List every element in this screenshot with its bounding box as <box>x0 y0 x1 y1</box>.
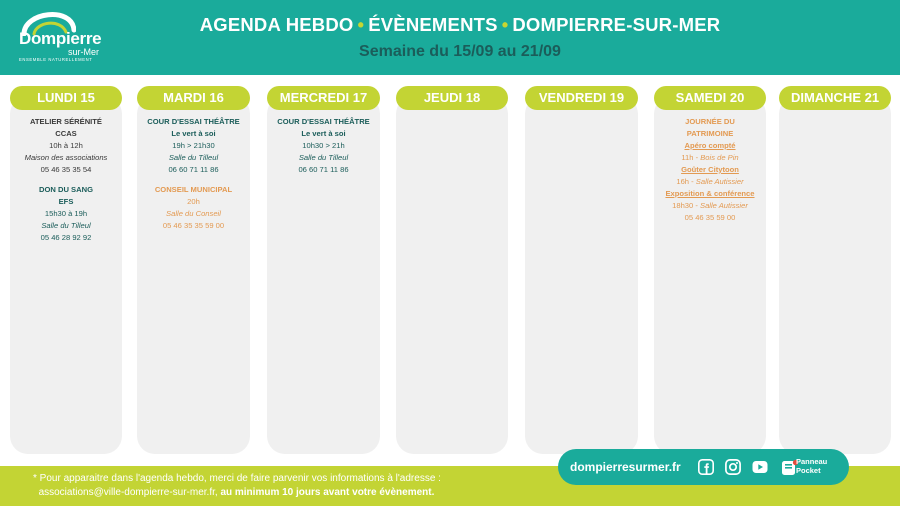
submission-note <box>33 472 553 499</box>
sub-event-exposition[interactable]: Exposition & conférence <box>665 189 755 198</box>
note-email[interactable]: associations@ville-dompierre-sur-mer.fr, <box>38 486 218 498</box>
day-column-jeudi <box>396 86 508 454</box>
sub-event-apero[interactable]: Apéro compté <box>684 141 736 150</box>
event-time: 15h30 à 19h <box>44 209 88 218</box>
day-header-jeudi: JEUDI 18 <box>396 86 508 110</box>
sub-event-gouter[interactable]: Goûter Citytoon <box>681 165 739 174</box>
event-location: Salle du Conseil <box>166 209 221 218</box>
logo-tagline: ENSEMBLE NATURELLEMENT <box>19 57 93 62</box>
sub-event-time-location <box>656 176 764 188</box>
logo-sub: sur-Mer <box>68 47 99 57</box>
sub-event-time-location <box>656 200 764 212</box>
sub-event-location: Bois de Pin <box>700 153 739 162</box>
event-cour-essai-theatre[interactable] <box>269 116 378 176</box>
day-column-background <box>525 96 638 454</box>
event-phone: 05 46 35 35 54 <box>40 165 92 174</box>
title-part-town: DOMPIERRE-SUR-MER <box>512 14 721 35</box>
day-header-mardi: MARDI 16 <box>137 86 250 110</box>
event-time: 20h <box>187 197 200 206</box>
note-deadline: au minimum 10 jours avant votre évènement. <box>220 486 435 498</box>
event-phone: 05 46 28 92 92 <box>40 233 92 242</box>
event-phone: 06 60 71 11 86 <box>168 165 219 174</box>
event-location: Salle du Tilleul <box>41 221 91 230</box>
event-title: JOURNÉE DU <box>685 117 735 126</box>
event-organizer: Le vert à soi <box>301 129 346 138</box>
event-title: DON DU SANG <box>38 185 93 194</box>
event-phone: 06 60 71 11 86 <box>298 165 349 174</box>
logo[interactable] <box>14 6 114 66</box>
sub-event-location: Salle Autissier <box>700 201 748 210</box>
panneau-pocket-line2: Pocket <box>796 466 821 475</box>
title-part-agenda: AGENDA HEBDO <box>199 14 354 35</box>
event-title: COUR D'ESSAI THÉÂTRE <box>277 117 370 126</box>
instagram-icon[interactable] <box>725 459 741 475</box>
panneau-pocket-line1: Panneau <box>796 457 828 466</box>
day-column-background <box>779 96 891 454</box>
sub-event-time-location <box>656 152 764 164</box>
event-time: 19h > 21h30 <box>172 141 215 150</box>
day-header-lundi: LUNDI 15 <box>10 86 122 110</box>
sub-event-location: Salle Autissier <box>695 177 744 186</box>
sub-event-time: 16h - <box>676 177 696 186</box>
title-part-events: ÉVÈNEMENTS <box>368 14 498 35</box>
note-line1: * Pour apparaitre dans l'agenda hebdo, merci de faire parvenir vos informations à l'adresse : <box>33 473 441 484</box>
day-column-mardi <box>137 86 250 454</box>
header-banner <box>0 0 900 75</box>
event-organizer: EFS <box>58 197 74 206</box>
day-column-vendredi <box>525 86 638 454</box>
title-separator: • <box>357 14 365 35</box>
event-don-du-sang[interactable] <box>12 184 120 244</box>
event-title: CONSEIL MUNICIPAL <box>154 185 233 194</box>
event-time: 10h30 > 21h <box>302 141 345 150</box>
day-column-lundi <box>10 86 122 454</box>
page-title <box>150 14 770 36</box>
event-title: ATELIER SÉRÉNITÉ <box>29 117 102 126</box>
day-column-mercredi <box>267 86 380 454</box>
event-location: Maison des associations <box>24 153 108 162</box>
event-location: Salle du Tilleul <box>168 153 219 162</box>
event-organizer: CCAS <box>55 129 77 138</box>
panneau-pocket-label[interactable] <box>796 457 827 475</box>
logo-name: Dompierre <box>19 29 102 48</box>
day-header-dimanche: DIMANCHE 21 <box>779 86 891 110</box>
title-separator: • <box>501 14 509 35</box>
week-subtitle: Semaine du 15/09 au 21/09 <box>359 43 561 60</box>
facebook-icon[interactable] <box>698 459 714 475</box>
day-header-vendredi: VENDREDI 19 <box>525 86 638 110</box>
sub-event-time: 18h30 - <box>672 201 701 210</box>
website-link[interactable]: dompierresurmer.fr <box>570 460 681 474</box>
day-column-dimanche <box>779 86 891 454</box>
event-phone: 05 46 35 35 59 00 <box>162 221 225 230</box>
day-column-samedi <box>654 86 766 454</box>
event-location: Salle du Tilleul <box>298 153 349 162</box>
event-atelier-serenite[interactable] <box>12 116 120 176</box>
event-title-line2: PATRIMOINE <box>686 129 734 138</box>
note-line2 <box>33 486 553 500</box>
day-header-mercredi: MERCREDI 17 <box>267 86 380 110</box>
event-time: 10h à 12h <box>49 141 83 150</box>
sub-event-time: 11h - <box>681 153 701 162</box>
day-header-samedi: SAMEDI 20 <box>654 86 766 110</box>
event-conseil-municipal[interactable] <box>139 184 248 232</box>
event-phone: 05 46 35 59 00 <box>684 213 736 222</box>
event-cour-essai-theatre[interactable] <box>139 116 248 176</box>
event-journee-patrimoine[interactable] <box>656 116 764 224</box>
youtube-icon[interactable] <box>752 459 768 475</box>
day-column-background <box>396 96 508 454</box>
event-organizer: Le vert à soi <box>171 129 216 138</box>
event-title: COUR D'ESSAI THÉÂTRE <box>147 117 240 126</box>
